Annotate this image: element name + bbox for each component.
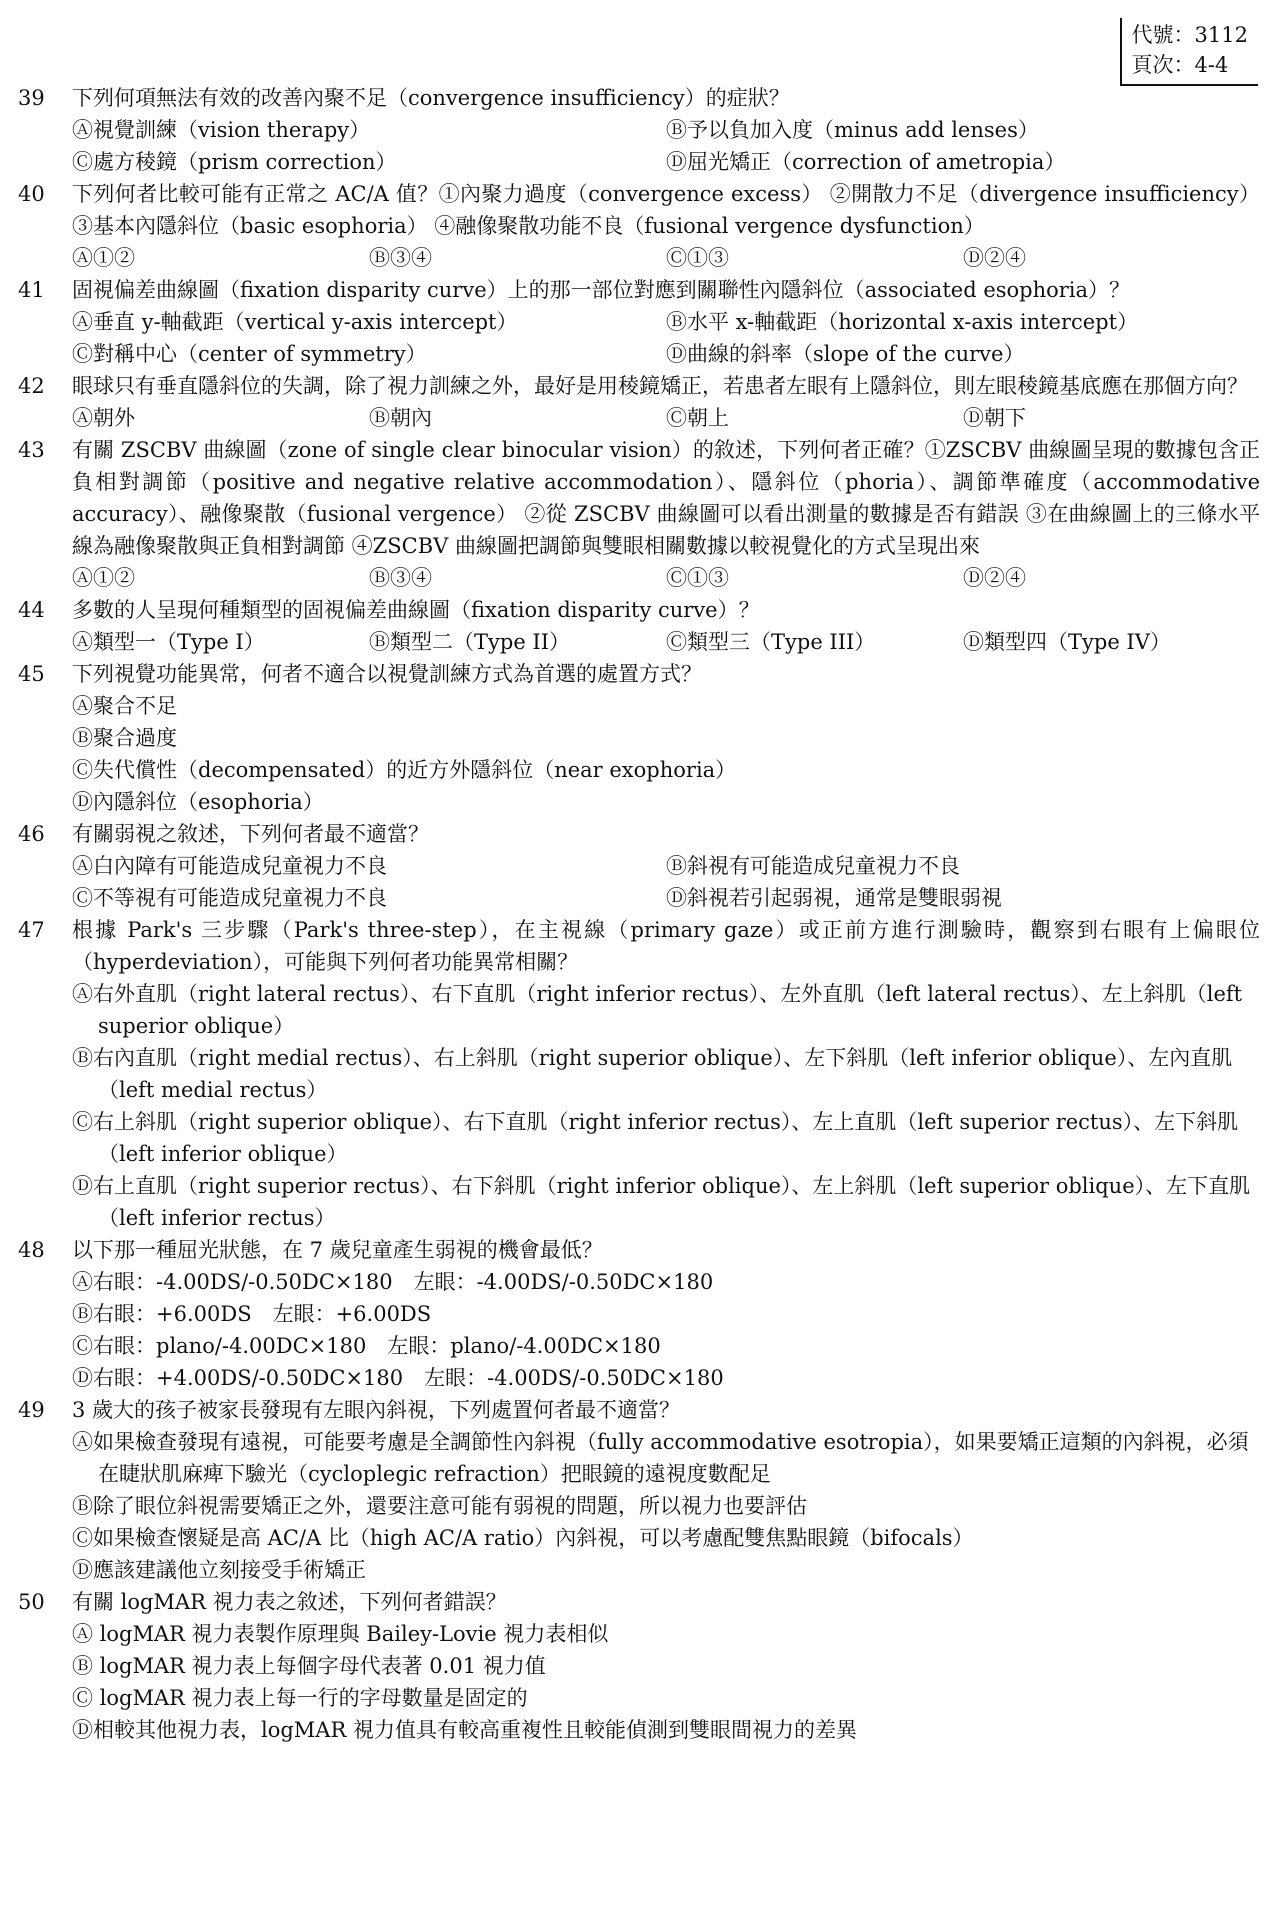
question-stem: 根據 Park's 三步驟（Park's three-step），在主視線（primary gaze）或正前方進行測驗時，觀察到右眼有上偏眼位（hyperdeviation），可能與下列何者功能異常相關？: [72, 918, 1260, 974]
option-a: Ⓐ右眼：-4.00DS/-0.50DC×180 左眼：-4.00DS/-0.50DC×180: [72, 1270, 714, 1294]
question-number: 42: [18, 374, 45, 398]
option-d: Ⓓ內隱斜位（esophoria）: [72, 790, 324, 814]
options: [72, 562, 1260, 594]
question-stem: 多數的人呈現何種類型的固視偏差曲線圖（fixation disparity curve）？: [72, 598, 760, 622]
options: [72, 114, 1260, 178]
question-47: [14, 914, 1260, 1234]
options: [72, 1426, 1260, 1586]
option-d: Ⓓ②④: [963, 566, 1026, 590]
option-d: Ⓓ右眼：+4.00DS/-0.50DC×180 左眼：-4.00DS/-0.50DC×180: [72, 1366, 724, 1390]
option-c: Ⓒ類型三（Type III）: [666, 630, 876, 654]
question-stem: 眼球只有垂直隱斜位的失調，除了視力訓練之外，最好是用稜鏡矯正，若患者左眼有上隱斜位，則左眼稜鏡基底應在那個方向？: [72, 374, 1248, 398]
option-b: Ⓑ予以負加入度（minus add lenses）: [666, 118, 1039, 142]
option-d: Ⓓ右上直肌（right superior rectus）、右下斜肌（right inferior oblique）、左上斜肌（left superior oblique）、左下直肌（left inferior rectus）: [72, 1174, 1251, 1230]
option-b: Ⓑ右眼：+6.00DS 左眼：+6.00DS: [72, 1302, 432, 1326]
option-c: Ⓒ①③: [666, 566, 729, 590]
option-a: Ⓐ聚合不足: [72, 694, 177, 718]
question-number: 49: [18, 1398, 45, 1422]
question-number: 44: [18, 598, 45, 622]
options: [72, 1266, 1260, 1394]
question-number: 40: [18, 182, 45, 206]
option-d: Ⓓ應該建議他立刻接受手術矯正: [72, 1558, 366, 1582]
option-d: Ⓓ相較其他視力表，logMAR 視力值具有較高重複性且較能偵測到雙眼間視力的差異: [72, 1718, 857, 1742]
options: [72, 850, 1260, 914]
question-42: [14, 370, 1260, 434]
option-c: Ⓒ logMAR 視力表上每一行的字母數量是固定的: [72, 1686, 528, 1710]
options: [72, 402, 1260, 434]
option-d: Ⓓ斜視若引起弱視，通常是雙眼弱視: [666, 886, 1002, 910]
question-39: [14, 82, 1260, 178]
option-c: Ⓒ右上斜肌（right superior oblique）、右下直肌（right inferior rectus）、左上直肌（left superior rectus）、左下斜肌（left inferior oblique）: [72, 1110, 1239, 1166]
question-number: 43: [18, 438, 45, 462]
option-c: Ⓒ處方稜鏡（prism correction）: [72, 150, 397, 174]
option-c: Ⓒ不等視有可能造成兒童視力不良: [72, 886, 387, 910]
question-list: [14, 82, 1260, 1746]
option-b: Ⓑ聚合過度: [72, 726, 177, 750]
option-c: Ⓒ如果檢查懷疑是高 AC/A 比（high AC/A ratio）內斜視，可以考慮配雙焦點眼鏡（bifocals）: [72, 1526, 974, 1550]
option-b: Ⓑ除了眼位斜視需要矯正之外，還要注意可能有弱視的問題，所以視力也要評估: [72, 1494, 807, 1518]
question-45: [14, 658, 1260, 818]
question-stem: 固視偏差曲線圖（fixation disparity curve）上的那一部位對應到關聯性內隱斜位（associated esophoria）？: [72, 278, 1131, 302]
question-stem: 3 歲大的孩子被家長發現有左眼內斜視，下列處置何者最不適當？: [72, 1398, 681, 1422]
question-46: [14, 818, 1260, 914]
question-stem: 有關弱視之敘述，下列何者最不適當？: [72, 822, 429, 846]
question-number: 47: [18, 918, 45, 942]
page-number: 頁次：4-4: [1131, 53, 1229, 77]
options: [72, 978, 1260, 1234]
option-b: Ⓑ朝內: [369, 406, 432, 430]
option-b: Ⓑ③④: [369, 246, 432, 270]
option-d: Ⓓ②④: [963, 246, 1026, 270]
option-c: Ⓒ朝上: [666, 406, 729, 430]
option-a: Ⓐ朝外: [72, 406, 135, 430]
option-c: Ⓒ對稱中心（center of symmetry）: [72, 342, 427, 366]
option-d: Ⓓ朝下: [963, 406, 1026, 430]
option-b: Ⓑ斜視有可能造成兒童視力不良: [666, 854, 960, 878]
question-40: [14, 178, 1260, 274]
option-a: Ⓐ右外直肌（right lateral rectus）、右下直肌（right inferior rectus）、左外直肌（left lateral rectus）、左上斜肌（left superior oblique）: [72, 982, 1243, 1038]
question-number: 46: [18, 822, 45, 846]
option-a: Ⓐ類型一（Type I）: [72, 630, 265, 654]
option-c: Ⓒ右眼：plano/-4.00DC×180 左眼：plano/-4.00DC×180: [72, 1334, 661, 1358]
option-b: Ⓑ logMAR 視力表上每個字母代表著 0.01 視力值: [72, 1654, 546, 1678]
question-number: 50: [18, 1590, 45, 1614]
options: [72, 242, 1260, 274]
option-a: Ⓐ垂直 y-軸截距（vertical y-axis intercept）: [72, 310, 518, 334]
options: [72, 1618, 1260, 1746]
option-d: Ⓓ類型四（Type IV）: [963, 630, 1171, 654]
question-stem: 下列何項無法有效的改善內聚不足（convergence insufficiency）的症狀？: [72, 86, 790, 110]
option-a: Ⓐ①②: [72, 566, 135, 590]
option-a: Ⓐ如果檢查發現有遠視，可能要考慮是全調節性內斜視（fully accommodative esotropia），如果要矯正這類的內斜視，必須在睫狀肌麻痺下驗光（cycloplegic refraction）把眼鏡的遠視度數配足: [72, 1430, 1249, 1486]
question-stem: 下列視覺功能異常，何者不適合以視覺訓練方式為首選的處置方式？: [72, 662, 702, 686]
option-d: Ⓓ曲線的斜率（slope of the curve）: [666, 342, 1025, 366]
option-b: Ⓑ水平 x-軸截距（horizontal x-axis intercept）: [666, 310, 1139, 334]
exam-code-box: [1120, 18, 1258, 86]
option-a: Ⓐ白內障有可能造成兒童視力不良: [72, 854, 387, 878]
options: [72, 626, 1260, 658]
question-stem: 有關 ZSCBV 曲線圖（zone of single clear binocular vision）的敘述，下列何者正確？①ZSCBV 曲線圖呈現的數據包含正負相對調節（positive and negative relative accommodation）、隱斜位（phoria）、調節準確度（accommodative accuracy）、融像聚散（fusional vergence） ②從 ZSCBV 曲線圖可以看出測量的數據是否有錯誤 ③在曲線圖上的三條水平線為融像聚散與正負相對調節 ④ZSCBV 曲線圖把調節與雙眼相關數據以較視覺化的方式呈現出來: [72, 438, 1260, 558]
option-a: Ⓐ視覺訓練（vision therapy）: [72, 118, 371, 142]
options: [72, 690, 1260, 818]
question-49: [14, 1394, 1260, 1586]
question-44: [14, 594, 1260, 658]
exam-code: 代號：3112: [1131, 23, 1248, 47]
question-number: 39: [18, 86, 45, 110]
question-stem: 下列何者比較可能有正常之 AC/A 值？①內聚力過度（convergence excess） ②開散力不足（divergence insufficiency） ③基本內隱斜位（basic esophoria） ④融像聚散功能不良（fusional vergence dysfunction）: [72, 182, 1260, 238]
option-b: Ⓑ右內直肌（right medial rectus）、右上斜肌（right superior oblique）、左下斜肌（left inferior oblique）、左內直肌（left medial rectus）: [72, 1046, 1233, 1102]
question-number: 41: [18, 278, 45, 302]
options: [72, 306, 1260, 370]
question-50: [14, 1586, 1260, 1746]
question-stem: 有關 logMAR 視力表之敘述，下列何者錯誤？: [72, 1590, 507, 1614]
question-number: 48: [18, 1238, 45, 1262]
option-c: Ⓒ失代償性（decompensated）的近方外隱斜位（near exophoria）: [72, 758, 737, 782]
option-a: Ⓐ①②: [72, 246, 135, 270]
question-stem: 以下那一種屈光狀態，在 7 歲兒童產生弱視的機會最低？: [72, 1238, 603, 1262]
option-d: Ⓓ屈光矯正（correction of ametropia）: [666, 150, 1066, 174]
question-number: 45: [18, 662, 45, 686]
option-a: Ⓐ logMAR 視力表製作原理與 Bailey-Lovie 視力表相似: [72, 1622, 609, 1646]
question-48: [14, 1234, 1260, 1394]
option-c: Ⓒ①③: [666, 246, 729, 270]
option-b: Ⓑ③④: [369, 566, 432, 590]
question-41: [14, 274, 1260, 370]
option-b: Ⓑ類型二（Type II）: [369, 630, 571, 654]
question-43: [14, 434, 1260, 594]
